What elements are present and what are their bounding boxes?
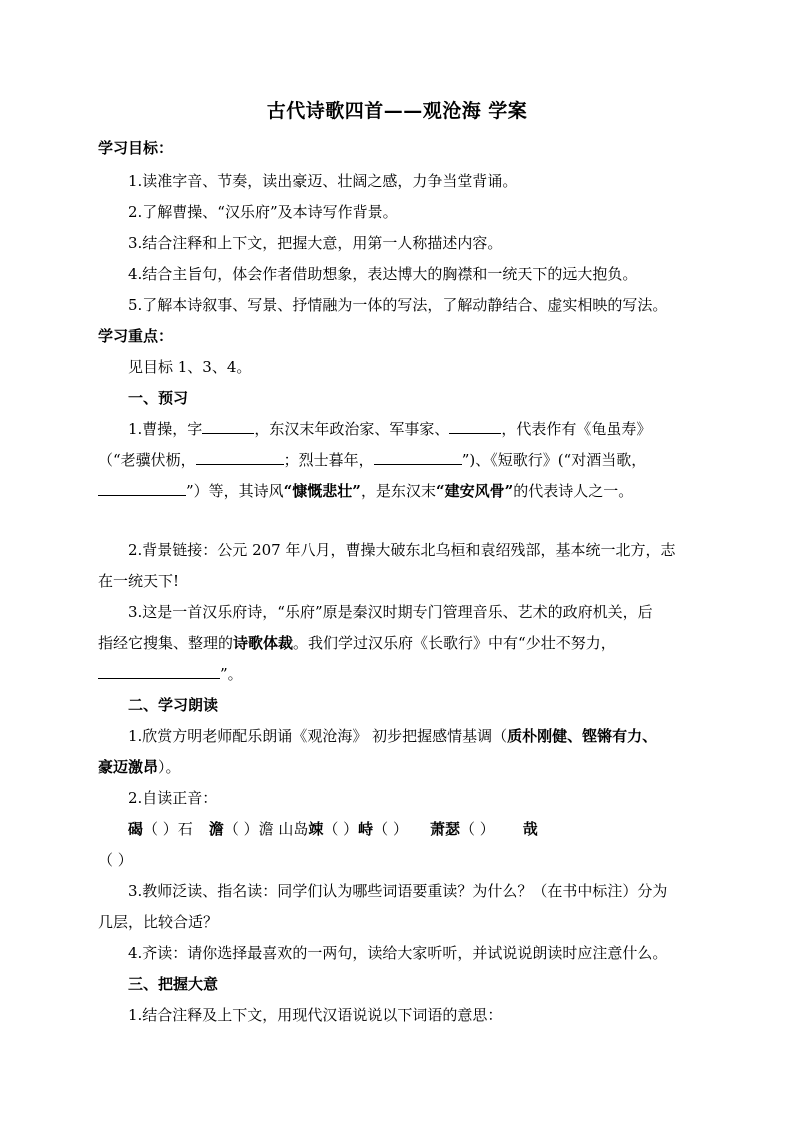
- preview-q3-line2: 指经它搜集、整理的诗歌体裁。我们学过汉乐府《长歌行》中有“少壮不努力，: [98, 634, 616, 652]
- pronunciation-row: [128, 818, 538, 840]
- pron-blank-last[interactable]: （ ）: [98, 851, 133, 869]
- fill-blank[interactable]: [449, 419, 501, 434]
- goal-item: 5.了解本诗叙事、写景、抒情融为一体的写法，了解动静结合、虚实相映的写法。: [128, 296, 668, 314]
- pron-char: 碣: [128, 820, 144, 838]
- pron-char: 萧瑟: [429, 820, 460, 838]
- fill-blank[interactable]: [98, 481, 186, 496]
- pron-blank[interactable]: （ ）石: [143, 820, 193, 838]
- preview-q1-line3: ”）等，其诗风“慷慨悲壮”，是东汉末“建安风骨”的代表诗人之一。: [98, 480, 633, 502]
- section-heading-reading: 二、学习朗读: [128, 696, 219, 714]
- reading-q1-line1: 1.欣赏方明老师配乐朗诵《观沧海》 初步把握感情基调（质朴刚健、铿锵有力、: [128, 727, 658, 745]
- goals-heading: 学习目标：: [98, 139, 174, 157]
- pron-blank[interactable]: （ ）: [323, 820, 359, 838]
- pron-char: 竦: [308, 820, 324, 838]
- goal-item: 4.结合主旨句，体会作者借助想象，表达博大的胸襟和一统天下的远大抱负。: [128, 265, 638, 283]
- fill-blank[interactable]: [98, 664, 220, 679]
- section-heading-preview: 一、预习: [128, 389, 189, 407]
- section-heading-meaning: 三、把握大意: [128, 975, 219, 993]
- meaning-q1: 1.结合注释及上下文，用现代汉语说说以下词语的意思：: [128, 1006, 503, 1024]
- reading-q4: 4.齐读：请你选择最喜欢的一两句，读给大家听听，并试说说朗读时应注意什么。: [128, 944, 668, 962]
- preview-q3-line3: ”。: [98, 663, 243, 685]
- goal-item: 1.读准字音、节奏，读出豪迈、壮阔之感，力争当堂背诵。: [128, 172, 518, 190]
- preview-q1-line1: 1.曹操，字 ，东汉末年政治家、军事家、 ，代表作有《龟虽寿》: [128, 420, 652, 438]
- reading-q3-line1: 3.教师泛读、指名读：同学们认为哪些词语要重读？为什么？（在书中标注）分为: [128, 882, 668, 900]
- preview-q2-line2: 在一统天下!: [98, 572, 180, 590]
- document-title: 古代诗歌四首——观沧海 学案: [266, 100, 528, 122]
- pron-blank[interactable]: （ ）: [459, 820, 495, 838]
- fill-blank[interactable]: [196, 450, 284, 465]
- pron-char: 峙: [358, 820, 374, 838]
- pron-blank[interactable]: （ ）: [373, 820, 408, 838]
- preview-q2-line1: 2.背景链接：公元 207 年八月，曹操大破东北乌桓和袁绍残部，基本统一北方，志: [128, 541, 676, 559]
- pron-blank[interactable]: （ ）澹 山岛: [223, 820, 309, 838]
- preview-q1-line2: （“老骥伏枥， ；烈士暮年， ”)、《短歌行》(“对酒当歌，: [98, 451, 647, 469]
- preview-q3-line1: 3.这是一首汉乐府诗，“乐府”原是秦汉时期专门管理音乐、艺术的政府机关，后: [128, 603, 653, 621]
- focus-heading: 学习重点：: [98, 327, 174, 345]
- pron-char: 澹: [208, 820, 224, 838]
- fill-blank[interactable]: [202, 419, 254, 434]
- goal-item: 2.了解曹操、“汉乐府”及本诗写作背景。: [128, 203, 398, 221]
- pron-char: 哉: [522, 820, 538, 838]
- focus-text: 见目标 1、3、4。: [128, 358, 252, 376]
- reading-q2: 2.自读正音：: [128, 789, 218, 807]
- reading-q1-line2: 豪迈激昂）。: [98, 758, 181, 776]
- goal-item: 3.结合注释和上下文，把握大意，用第一人称描述内容。: [128, 234, 503, 252]
- reading-q3-line2: 几层，比较合适？: [98, 913, 219, 931]
- fill-blank[interactable]: [374, 450, 462, 465]
